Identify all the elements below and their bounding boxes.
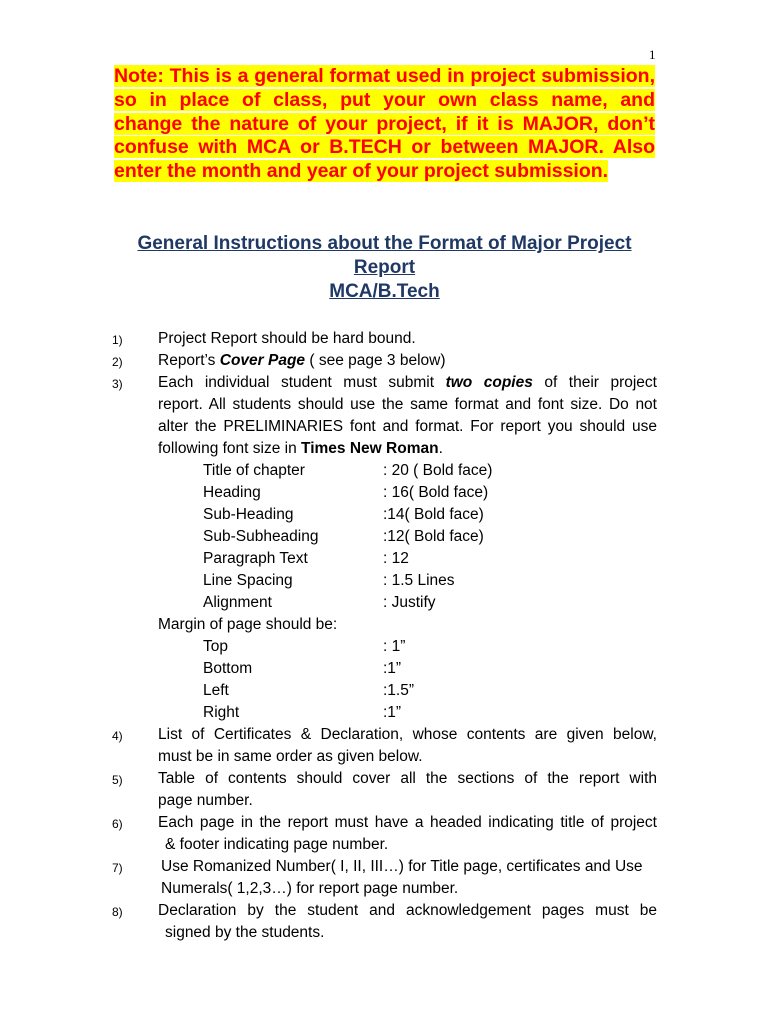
item-number: 3) bbox=[112, 377, 123, 391]
spec-label: Top bbox=[203, 638, 228, 655]
item-text-line: & footer indicating page number. bbox=[165, 836, 389, 853]
item-text-line: Numerals( 1,2,3…) for report page number. bbox=[161, 880, 459, 897]
spec-label: Bottom bbox=[203, 660, 253, 677]
spec-label: Title of chapter bbox=[203, 462, 305, 479]
spec-label: Heading bbox=[203, 484, 261, 501]
two-copies-emphasis: two copies bbox=[445, 374, 533, 391]
page-number: 1 bbox=[649, 47, 656, 62]
spec-value: :14( Bold face) bbox=[383, 506, 484, 523]
font-spec-row bbox=[158, 482, 657, 504]
note-paragraph bbox=[114, 65, 655, 184]
spec-label: Sub-Subheading bbox=[203, 528, 319, 545]
note-highlight-text: Note: This is a general format used in project submission, so in place of class, put your own class name, and change the nature of your project, if it is MAJOR, don’t confuse with MCA or B.TECH or between MAJOR. Also enter the month and year of your project submission. bbox=[114, 65, 655, 183]
item-text-line: signed by the students. bbox=[165, 924, 325, 941]
item-text-part: Report’s bbox=[158, 352, 220, 369]
spec-value: : 1” bbox=[383, 638, 406, 655]
list-item-4 bbox=[112, 724, 657, 768]
item-text-part: of their project bbox=[532, 374, 657, 391]
item-text-line: alter the PRELIMINARIES font and format. For report you should use bbox=[158, 418, 657, 435]
item-number: 8) bbox=[112, 905, 123, 919]
spec-label: Alignment bbox=[203, 594, 272, 611]
spec-value: :1.5” bbox=[383, 682, 415, 699]
spec-label: Paragraph Text bbox=[203, 550, 308, 567]
spec-label: Right bbox=[203, 704, 240, 721]
cover-page-emphasis: Cover Page bbox=[219, 352, 306, 369]
document-title bbox=[114, 232, 655, 304]
margin-spec-row bbox=[158, 658, 657, 680]
item-text-line: Use Romanized Number( I, II, III…) for Title page, certificates and Use bbox=[161, 858, 643, 875]
list-item-8 bbox=[112, 900, 657, 944]
item-text-line: Table of contents should cover all the sections of the report with bbox=[158, 770, 657, 787]
list-item-2 bbox=[112, 350, 657, 372]
spec-value: : 1.5 Lines bbox=[383, 572, 455, 589]
font-spec-row bbox=[158, 548, 657, 570]
font-spec-row bbox=[158, 526, 657, 548]
spec-label: Sub-Heading bbox=[203, 506, 294, 523]
margin-spec-row bbox=[158, 636, 657, 658]
item-text-part: following font size in bbox=[158, 440, 302, 457]
item-text-line: report. All students should use the same format and font size. Do not bbox=[158, 396, 657, 413]
list-item-1 bbox=[112, 328, 657, 350]
list-item-5 bbox=[112, 768, 657, 812]
margin-spec-row bbox=[158, 702, 657, 724]
item-number: 6) bbox=[112, 817, 123, 831]
list-item-6 bbox=[112, 812, 657, 856]
font-spec-row bbox=[158, 592, 657, 614]
spec-value: :1” bbox=[383, 704, 402, 721]
spec-value: : 20 ( Bold face) bbox=[383, 462, 493, 479]
title-line-2: Report bbox=[353, 257, 416, 278]
item-text bbox=[158, 350, 657, 372]
item-text-line: must be in same order as given below. bbox=[158, 748, 423, 765]
item-text-line: List of Certificates & Declaration, whose contents are given below, bbox=[158, 726, 657, 743]
item-text-line: Each page in the report must have a headed indicating title of project bbox=[158, 814, 657, 831]
margin-spec-row bbox=[158, 680, 657, 702]
spec-value: : 12 bbox=[383, 550, 409, 567]
font-spec-row bbox=[158, 504, 657, 526]
item-text: Project Report should be hard bound. bbox=[158, 330, 416, 347]
spec-value: : Justify bbox=[383, 594, 436, 611]
item-text-part: . bbox=[438, 440, 443, 457]
item-text-part: ( see page 3 below) bbox=[305, 352, 446, 369]
spec-value: :12( Bold face) bbox=[383, 528, 484, 545]
title-line-3: MCA/B.Tech bbox=[329, 281, 440, 302]
spec-label: Line Spacing bbox=[203, 572, 293, 589]
item-number: 4) bbox=[112, 729, 123, 743]
item-text-line bbox=[158, 438, 657, 460]
item-text-line: Declaration by the student and acknowledgement pages must be bbox=[158, 902, 657, 919]
item-number: 5) bbox=[112, 773, 123, 787]
spec-label: Left bbox=[203, 682, 229, 699]
font-spec-row bbox=[158, 460, 657, 482]
font-name-bold: Times New Roman bbox=[301, 440, 439, 457]
item-number: 1) bbox=[112, 333, 123, 347]
item-text-line: page number. bbox=[158, 792, 253, 809]
item-text-line bbox=[158, 372, 657, 394]
list-item-7 bbox=[112, 856, 657, 900]
spec-value: :1” bbox=[383, 660, 402, 677]
margin-heading: Margin of page should be: bbox=[158, 616, 338, 633]
list-item-3 bbox=[112, 372, 657, 724]
item-number: 7) bbox=[112, 861, 123, 875]
title-line-1: General Instructions about the Format of Major Project bbox=[137, 233, 632, 254]
item-text-part: Each individual student must submit bbox=[158, 374, 446, 391]
font-spec-row bbox=[158, 570, 657, 592]
spec-value: : 16( Bold face) bbox=[383, 484, 489, 501]
item-number: 2) bbox=[112, 355, 123, 369]
instruction-list bbox=[112, 328, 657, 944]
